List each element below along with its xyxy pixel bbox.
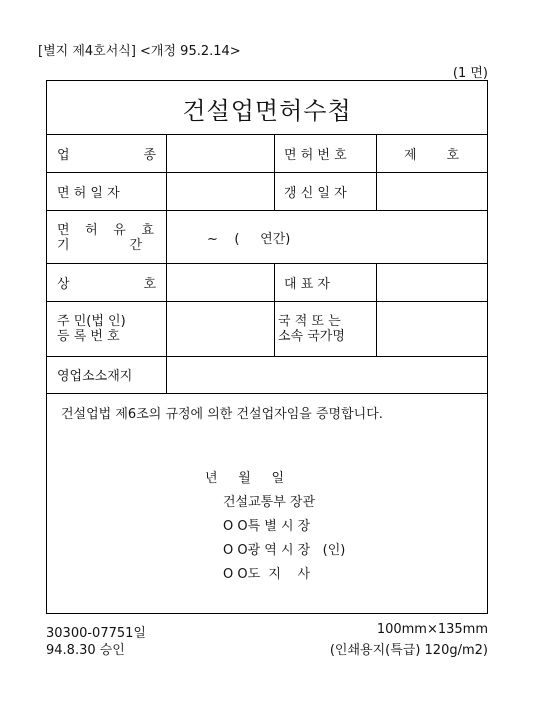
label-renewal-date: 갱 신 일 자 (284, 185, 347, 201)
label-business-address: 영업소소재지 (57, 369, 133, 384)
label-business-type (47, 134, 166, 172)
number-suffix: 호 (446, 147, 459, 163)
label-license-date: 면 허 일 자 (57, 185, 120, 201)
paper-spec: (인쇄용지(특급) 120g/m2) (329, 643, 488, 658)
license-number-suffix (376, 134, 487, 172)
label-representative: 대 표 자 (284, 276, 330, 292)
divider (166, 134, 167, 393)
validity-char: 기 (57, 237, 70, 253)
metro-city-mayor-line: O O광 역 시 장 (인) (223, 543, 346, 558)
special-city-mayor-line: O O특 별 시 장 (223, 519, 311, 534)
label-business-type-b: 종 (143, 147, 156, 163)
approval-date: 94.8.30 승인 (46, 643, 125, 658)
label-nationality (274, 302, 376, 356)
form-code: 30300-07751일 (46, 626, 146, 641)
license-form (46, 80, 488, 614)
certificate-statement: 건설업법 제6조의 규정에 의한 건설업자임을 증명합니다. (61, 407, 383, 422)
label-business-type-a: 업 (57, 147, 70, 163)
governor-line: O O도 지 사 (223, 567, 311, 582)
divider (376, 263, 377, 356)
nationality-line-2: 소속 국가명 (278, 329, 345, 344)
label-registration-number (47, 302, 166, 356)
validity-char: 간 (129, 237, 142, 253)
date-line: 년 월 일 (205, 471, 284, 486)
page-number: (1 면) (452, 66, 488, 81)
divider (47, 393, 487, 394)
paper-size: 100mm×135mm (376, 622, 488, 637)
number-prefix: 제 (404, 147, 417, 163)
divider (47, 210, 487, 211)
form-note: [별지 제4호서식] <개정 95.2.14> (38, 44, 241, 59)
validity-char: 효 (141, 222, 154, 238)
trade-name-a: 상 (57, 276, 70, 292)
label-trade-name (47, 263, 166, 301)
validity-char: 유 (113, 222, 126, 238)
registration-line-2: 등 록 번 호 (57, 329, 120, 344)
validity-value: ~ ( 연간) (207, 232, 291, 247)
validity-row-2 (57, 238, 154, 253)
minister-line: 건설교통부 장관 (223, 495, 316, 510)
trade-name-b: 호 (143, 276, 156, 292)
nationality-line-1: 국 적 또 는 (278, 314, 341, 329)
label-license-number: 면 허 번 호 (284, 147, 347, 163)
label-validity-period (47, 212, 166, 263)
validity-char: 면 (57, 222, 70, 238)
registration-line-1: 주 민(법 인) (57, 314, 126, 329)
form-title: 건설업면허수첩 (182, 97, 352, 125)
validity-char: 허 (85, 222, 98, 238)
validity-row-1 (57, 223, 154, 238)
